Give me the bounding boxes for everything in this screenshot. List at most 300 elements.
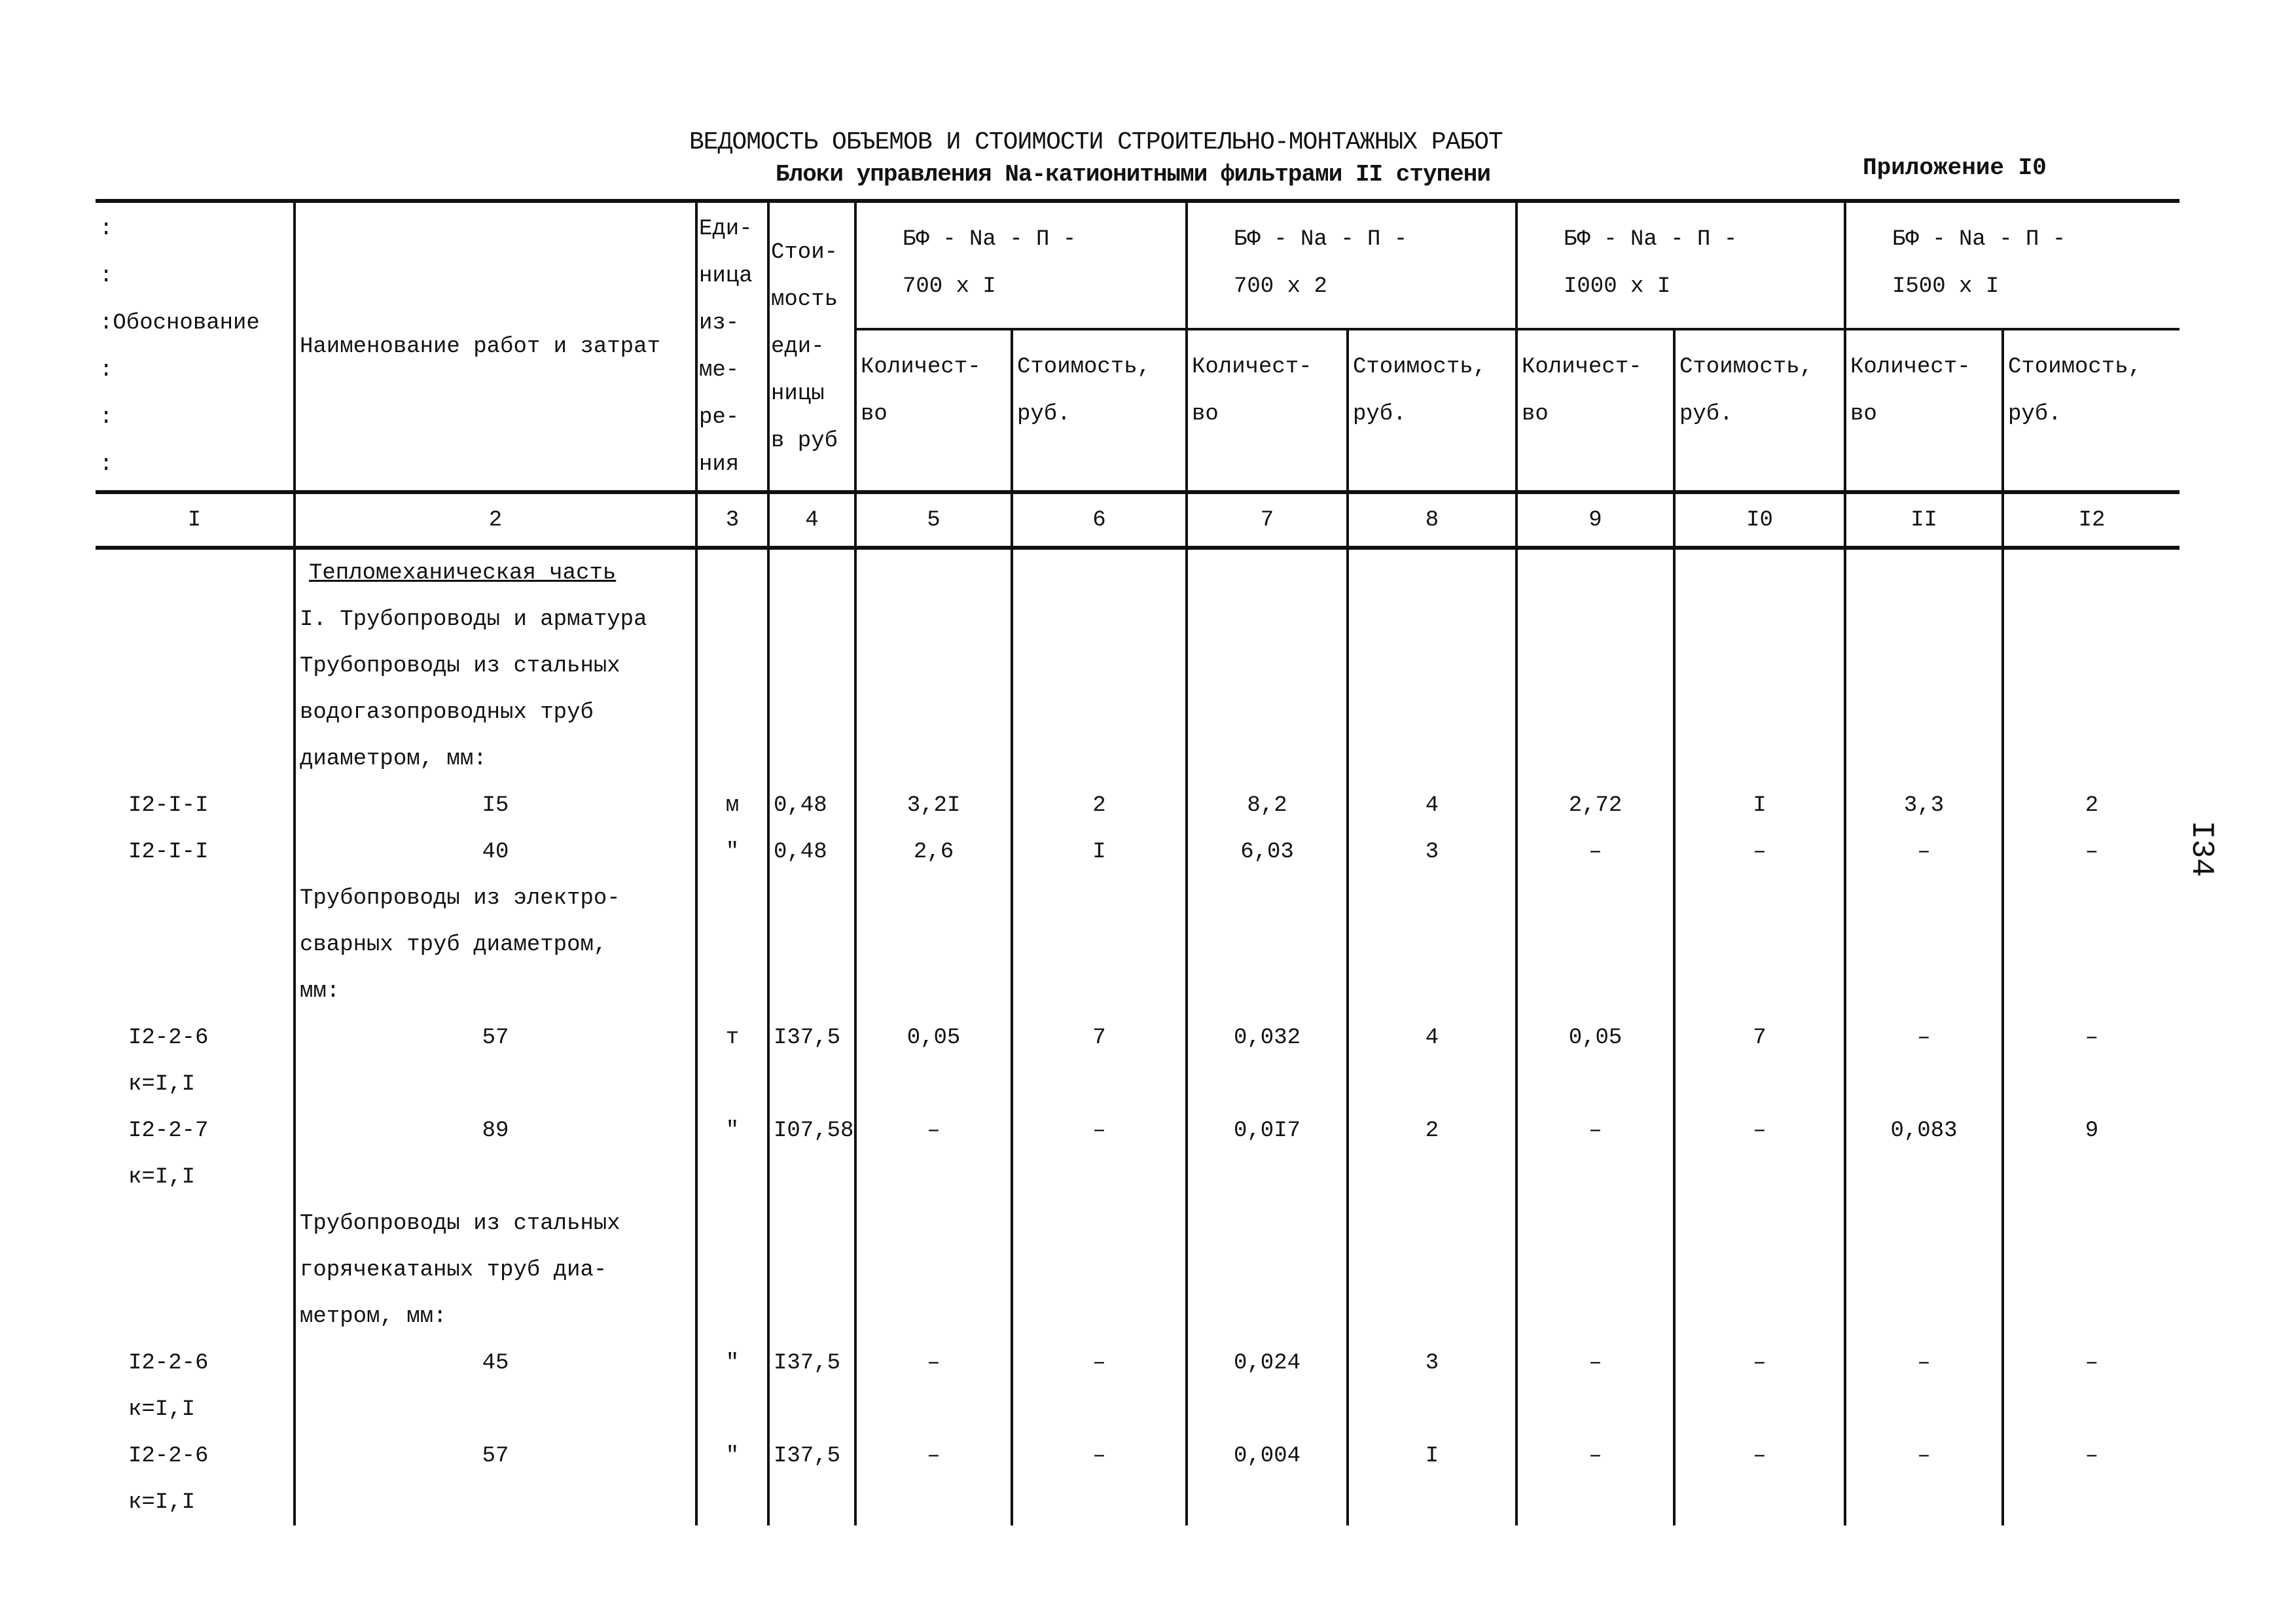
table-cell: диаметром, мм: bbox=[295, 736, 696, 782]
table-cell bbox=[1674, 1247, 1845, 1293]
column-number: 6 bbox=[1012, 492, 1187, 548]
page-number: I34 bbox=[2183, 820, 2219, 878]
header-unit-line: Еди- bbox=[699, 216, 753, 241]
table-cell: I bbox=[1348, 1433, 1516, 1479]
table-cell bbox=[855, 1386, 1012, 1433]
header-unit-line: ре- bbox=[699, 404, 740, 430]
table-cell: " bbox=[696, 829, 768, 875]
table-cell bbox=[855, 1061, 1012, 1107]
table-cell bbox=[1674, 968, 1845, 1014]
table-cell bbox=[1012, 968, 1187, 1014]
table-cell bbox=[696, 875, 768, 921]
table-cell bbox=[768, 548, 855, 596]
table-cell bbox=[1674, 1479, 1845, 1525]
table-cell: водогазопроводных труб bbox=[295, 689, 696, 736]
table-cell bbox=[2003, 736, 2179, 782]
table-cell: – bbox=[2003, 1014, 2179, 1061]
table-cell: 0,004 bbox=[1187, 1433, 1348, 1479]
header-unit-line: ница bbox=[699, 263, 753, 289]
table-cell: 7 bbox=[1012, 1014, 1187, 1061]
table-cell: к=I,I bbox=[128, 1164, 196, 1190]
table-cell bbox=[1187, 643, 1348, 689]
table-cell: 0,0I7 bbox=[1187, 1107, 1348, 1154]
table-row bbox=[96, 1014, 2179, 1061]
table-cell bbox=[2003, 689, 2179, 736]
table-cell bbox=[696, 548, 768, 596]
header-group-3: БФ - Na - П - I000 x I bbox=[1516, 201, 1845, 329]
table-cell: 0,05 bbox=[1516, 1014, 1674, 1061]
table-cell: – bbox=[1516, 1433, 1674, 1479]
table-cell: I2-2-7 bbox=[128, 1118, 209, 1143]
header-unit-cost-line: ницы bbox=[771, 381, 825, 406]
table-cell bbox=[768, 1293, 855, 1340]
table-cell bbox=[1845, 1293, 2003, 1340]
header-unit-cost-line: Стои- bbox=[771, 240, 838, 265]
table-cell bbox=[1845, 1154, 2003, 1200]
table-cell: – bbox=[1674, 1340, 1845, 1386]
table-cell: 57 bbox=[295, 1433, 696, 1479]
table-cell bbox=[768, 921, 855, 968]
table-cell: – bbox=[1845, 1340, 2003, 1386]
section-heading: Тепломеханическая часть bbox=[295, 548, 696, 596]
table-cell bbox=[1348, 1479, 1516, 1525]
table-cell bbox=[1187, 548, 1348, 596]
table-cell: 2,6 bbox=[855, 829, 1012, 875]
table-cell bbox=[1187, 1247, 1348, 1293]
table-cell: I2-2-6 bbox=[128, 1443, 209, 1469]
header-unit-line: ме- bbox=[699, 357, 740, 383]
table-cell bbox=[1012, 1247, 1187, 1293]
table-cell bbox=[1845, 1247, 2003, 1293]
table-cell bbox=[1516, 1200, 1674, 1247]
works-cost-table bbox=[96, 199, 2179, 1525]
table-cell bbox=[1348, 548, 1516, 596]
table-cell bbox=[2003, 643, 2179, 689]
table-cell bbox=[1348, 921, 1516, 968]
table-cell: 45 bbox=[295, 1340, 696, 1386]
table-cell bbox=[1348, 875, 1516, 921]
table-cell bbox=[696, 689, 768, 736]
table-cell bbox=[855, 875, 1012, 921]
table-cell: – bbox=[1012, 1107, 1187, 1154]
table-cell bbox=[1012, 1200, 1187, 1247]
table-cell bbox=[1012, 921, 1187, 968]
table-cell: 2 bbox=[1012, 782, 1187, 829]
table-cell bbox=[1516, 1479, 1674, 1525]
table-cell bbox=[1012, 548, 1187, 596]
table-cell bbox=[1516, 548, 1674, 596]
table-cell bbox=[768, 736, 855, 782]
table-cell: 0,024 bbox=[1187, 1340, 1348, 1386]
table-cell bbox=[1187, 1154, 1348, 1200]
column-number: 5 bbox=[855, 492, 1012, 548]
table-cell: горячекатаных труб диа- bbox=[295, 1247, 696, 1293]
table-cell bbox=[855, 968, 1012, 1014]
table-cell: т bbox=[696, 1014, 768, 1061]
table-cell bbox=[768, 689, 855, 736]
table-cell bbox=[1674, 1386, 1845, 1433]
table-cell bbox=[1012, 1061, 1187, 1107]
table-cell: I37,5 bbox=[768, 1340, 855, 1386]
table-cell bbox=[1012, 1479, 1187, 1525]
table-cell: 9 bbox=[2003, 1107, 2179, 1154]
table-cell bbox=[1674, 1200, 1845, 1247]
table-cell bbox=[1674, 548, 1845, 596]
table-cell bbox=[96, 921, 295, 968]
table-cell bbox=[1187, 596, 1348, 643]
table-cell: I37,5 bbox=[768, 1433, 855, 1479]
header-qty-1: Количест- во bbox=[855, 329, 1012, 492]
table-cell: I2-2-6 bbox=[128, 1025, 209, 1050]
column-number: I0 bbox=[1674, 492, 1845, 548]
table-cell bbox=[768, 968, 855, 1014]
table-cell: 0,083 bbox=[1845, 1107, 2003, 1154]
table-cell: I2-2-6 bbox=[128, 1350, 209, 1376]
header-cost-1: Стоимость, руб. bbox=[1012, 329, 1187, 492]
table-cell bbox=[696, 643, 768, 689]
table-cell bbox=[295, 1061, 696, 1107]
table-cell bbox=[1845, 968, 2003, 1014]
table-text-row bbox=[96, 643, 2179, 689]
column-number: 8 bbox=[1348, 492, 1516, 548]
table-cell: I5 bbox=[295, 782, 696, 829]
table-text-row bbox=[96, 1200, 2179, 1247]
table-cell bbox=[1348, 1386, 1516, 1433]
table-text-row bbox=[96, 736, 2179, 782]
table-cell bbox=[1674, 596, 1845, 643]
table-cell: 3 bbox=[1348, 1340, 1516, 1386]
table-cell bbox=[855, 736, 1012, 782]
header-qty-3: Количест- во bbox=[1516, 329, 1674, 492]
table-cell bbox=[2003, 1386, 2179, 1433]
table-cell: Трубопроводы из стальных bbox=[295, 1200, 696, 1247]
table-cell: – bbox=[855, 1340, 1012, 1386]
column-number: II bbox=[1845, 492, 2003, 548]
header-unit-line: из- bbox=[699, 310, 740, 336]
table-cell bbox=[2003, 1479, 2179, 1525]
table-cell bbox=[696, 1479, 768, 1525]
table-cell: I2-I-I bbox=[128, 839, 209, 865]
table-cell: " bbox=[696, 1107, 768, 1154]
table-cell bbox=[1187, 1479, 1348, 1525]
table-cell: " bbox=[696, 1340, 768, 1386]
table-cell bbox=[2003, 1293, 2179, 1340]
header-group-2: БФ - Na - П - 700 x 2 bbox=[1187, 201, 1516, 329]
table-cell: – bbox=[855, 1107, 1012, 1154]
table-cell: 0,48 bbox=[768, 782, 855, 829]
table-cell: 3,3 bbox=[1845, 782, 2003, 829]
header-unit bbox=[696, 201, 768, 492]
table-cell bbox=[1516, 875, 1674, 921]
table-cell: – bbox=[1516, 829, 1674, 875]
table-cell bbox=[1845, 921, 2003, 968]
table-cell: I37,5 bbox=[768, 1014, 855, 1061]
table-cell bbox=[1674, 1061, 1845, 1107]
table-cell bbox=[1845, 1200, 2003, 1247]
table-cell: 0,48 bbox=[768, 829, 855, 875]
table-text-row bbox=[96, 1247, 2179, 1293]
table-cell: 7 bbox=[1674, 1014, 1845, 1061]
table-cell: – bbox=[1674, 1433, 1845, 1479]
table-cell: I bbox=[1012, 829, 1187, 875]
table-cell bbox=[696, 921, 768, 968]
table-cell bbox=[96, 643, 295, 689]
table-cell bbox=[1845, 736, 2003, 782]
table-cell bbox=[1348, 1154, 1516, 1200]
table-cell bbox=[1348, 643, 1516, 689]
table-row bbox=[96, 1433, 2179, 1479]
table-cell bbox=[1674, 736, 1845, 782]
table-cell: – bbox=[2003, 1340, 2179, 1386]
table-text-row bbox=[96, 689, 2179, 736]
column-number: 4 bbox=[768, 492, 855, 548]
table-cell bbox=[1348, 1061, 1516, 1107]
table-cell bbox=[855, 548, 1012, 596]
table-cell bbox=[295, 1154, 696, 1200]
table-cell bbox=[1845, 689, 2003, 736]
table-cell bbox=[96, 736, 295, 782]
table-cell bbox=[855, 921, 1012, 968]
table-cell bbox=[2003, 1154, 2179, 1200]
table-cell: к=I,I bbox=[128, 1489, 196, 1515]
header-qty-2: Количест- во bbox=[1187, 329, 1348, 492]
table-cell bbox=[1845, 548, 2003, 596]
table-cell bbox=[2003, 968, 2179, 1014]
table-cell bbox=[1674, 643, 1845, 689]
table-cell bbox=[1516, 1154, 1674, 1200]
table-cell bbox=[768, 1061, 855, 1107]
table-cell: сварных труб диаметром, bbox=[295, 921, 696, 968]
table-cell bbox=[696, 1293, 768, 1340]
table-row bbox=[96, 1340, 2179, 1386]
table-cell: – bbox=[2003, 1433, 2179, 1479]
table-cell bbox=[1012, 1386, 1187, 1433]
table-cell bbox=[1516, 596, 1674, 643]
table-cell bbox=[96, 548, 295, 596]
column-number: 2 bbox=[295, 492, 696, 548]
table-cell: 89 bbox=[295, 1107, 696, 1154]
table-cell bbox=[855, 1154, 1012, 1200]
table-cell: м bbox=[696, 782, 768, 829]
table-cell bbox=[1187, 1061, 1348, 1107]
table-cell bbox=[1516, 1293, 1674, 1340]
table-cell bbox=[1674, 689, 1845, 736]
table-cell bbox=[1187, 689, 1348, 736]
table-cell bbox=[2003, 1200, 2179, 1247]
header-unit-cost-line: мость bbox=[771, 287, 838, 312]
table-cell bbox=[1516, 689, 1674, 736]
header-cost-4: Стоимость, руб. bbox=[2003, 329, 2179, 492]
table-cell bbox=[96, 596, 295, 643]
table-cell: – bbox=[1516, 1107, 1674, 1154]
document-title: ВЕДОМОСТЬ ОБЪЕМОВ И СТОИМОСТИ СТРОИТЕЛЬНО-МОНТАЖНЫХ РАБОТ bbox=[689, 128, 1503, 156]
table-cell: – bbox=[1516, 1340, 1674, 1386]
header-unit-cost bbox=[768, 201, 855, 492]
table-cell: 4 bbox=[1348, 782, 1516, 829]
table-cell: 57 bbox=[295, 1014, 696, 1061]
table-cell bbox=[1187, 736, 1348, 782]
table-cell: метром, мм: bbox=[295, 1293, 696, 1340]
table-cell bbox=[1516, 1247, 1674, 1293]
header-unit-cost-line: еди- bbox=[771, 334, 825, 359]
column-number: I2 bbox=[2003, 492, 2179, 548]
header-unit-cost-line: в руб bbox=[771, 428, 838, 454]
header-group-4: БФ - Na - П - I500 x I bbox=[1845, 201, 2179, 329]
table-cell bbox=[855, 1247, 1012, 1293]
table-cell bbox=[1516, 968, 1674, 1014]
table-row bbox=[96, 1107, 2179, 1154]
table-cell: 4 bbox=[1348, 1014, 1516, 1061]
table-cell: Трубопроводы из стальных bbox=[295, 643, 696, 689]
table-cell: 3,2I bbox=[855, 782, 1012, 829]
header-cost-3: Стоимость, руб. bbox=[1674, 329, 1845, 492]
table-cell: I07,58 bbox=[768, 1107, 855, 1154]
table-cell bbox=[2003, 548, 2179, 596]
table-text-row bbox=[96, 1154, 2179, 1200]
table-text-row bbox=[96, 921, 2179, 968]
table-cell: 0,05 bbox=[855, 1014, 1012, 1061]
table-text-row bbox=[96, 548, 2179, 596]
table-cell bbox=[855, 1479, 1012, 1525]
table-cell bbox=[696, 1154, 768, 1200]
table-cell: " bbox=[696, 1433, 768, 1479]
table-cell bbox=[1187, 921, 1348, 968]
table-cell bbox=[696, 1386, 768, 1433]
table-cell: 3 bbox=[1348, 829, 1516, 875]
table-cell: 2,72 bbox=[1516, 782, 1674, 829]
header-unit-line: ния bbox=[699, 452, 740, 477]
table-text-row bbox=[96, 968, 2179, 1014]
table-cell bbox=[855, 643, 1012, 689]
table-cell: 2 bbox=[2003, 782, 2179, 829]
table-text-row bbox=[96, 1479, 2179, 1525]
table-cell: 2 bbox=[1348, 1107, 1516, 1154]
table-cell bbox=[768, 1386, 855, 1433]
table-cell bbox=[855, 689, 1012, 736]
table-cell: 40 bbox=[295, 829, 696, 875]
table-cell bbox=[1845, 596, 2003, 643]
table-cell bbox=[696, 736, 768, 782]
table-cell: – bbox=[1674, 829, 1845, 875]
table-cell bbox=[768, 1479, 855, 1525]
table-row bbox=[96, 782, 2179, 829]
table-cell bbox=[1845, 1061, 2003, 1107]
table-cell: I bbox=[1674, 782, 1845, 829]
table-cell: 6,03 bbox=[1187, 829, 1348, 875]
table-cell bbox=[1187, 1386, 1348, 1433]
table-cell bbox=[96, 1247, 295, 1293]
table-cell bbox=[295, 1479, 696, 1525]
table-cell bbox=[1348, 596, 1516, 643]
table-cell bbox=[2003, 1061, 2179, 1107]
table-cell bbox=[96, 1200, 295, 1247]
table-cell: – bbox=[1845, 1433, 2003, 1479]
table-cell bbox=[1348, 1247, 1516, 1293]
column-number: I bbox=[96, 492, 295, 548]
header-qty-4: Количест- во bbox=[1845, 329, 2003, 492]
table-cell: – bbox=[1845, 829, 2003, 875]
table-cell bbox=[1674, 875, 1845, 921]
table-cell bbox=[1012, 643, 1187, 689]
table-cell: к=I,I bbox=[128, 1071, 196, 1097]
table-cell: I. Трубопроводы и арматура bbox=[295, 596, 696, 643]
table-cell bbox=[1516, 921, 1674, 968]
table-cell bbox=[1674, 1154, 1845, 1200]
table-cell bbox=[1845, 1479, 2003, 1525]
table-cell bbox=[1516, 1386, 1674, 1433]
header-group-1: БФ - Na - П - 700 x I bbox=[855, 201, 1187, 329]
table-cell bbox=[696, 596, 768, 643]
table-text-row bbox=[96, 1293, 2179, 1340]
table-text-row bbox=[96, 1386, 2179, 1433]
table-cell bbox=[2003, 921, 2179, 968]
appendix-label: Приложение I0 bbox=[1863, 154, 2047, 181]
table-cell bbox=[96, 1293, 295, 1340]
column-number: 7 bbox=[1187, 492, 1348, 548]
table-cell bbox=[2003, 875, 2179, 921]
table-cell: мм: bbox=[295, 968, 696, 1014]
table-text-row bbox=[96, 875, 2179, 921]
table-cell bbox=[1516, 1061, 1674, 1107]
table-cell: – bbox=[1012, 1340, 1187, 1386]
table-cell bbox=[855, 1293, 1012, 1340]
table-cell bbox=[1012, 736, 1187, 782]
table-cell: к=I,I bbox=[128, 1397, 196, 1422]
table-cell bbox=[696, 1247, 768, 1293]
table-cell bbox=[1348, 968, 1516, 1014]
table-cell bbox=[1187, 968, 1348, 1014]
table-text-row bbox=[96, 596, 2179, 643]
table-cell bbox=[855, 1200, 1012, 1247]
table-cell: 8,2 bbox=[1187, 782, 1348, 829]
table-text-row bbox=[96, 1061, 2179, 1107]
table-cell bbox=[1187, 875, 1348, 921]
table-cell bbox=[2003, 596, 2179, 643]
table-cell bbox=[96, 968, 295, 1014]
header-name: Наименование работ и затрат bbox=[295, 201, 696, 492]
table-cell: – bbox=[855, 1433, 1012, 1479]
header-cost-2: Стоимость, руб. bbox=[1348, 329, 1516, 492]
table-cell bbox=[768, 1154, 855, 1200]
table-cell bbox=[1012, 689, 1187, 736]
table-cell bbox=[1845, 643, 2003, 689]
table-cell bbox=[1187, 1200, 1348, 1247]
table-cell bbox=[1012, 1154, 1187, 1200]
table-cell bbox=[696, 1200, 768, 1247]
table-cell: Трубопроводы из электро- bbox=[295, 875, 696, 921]
table-cell bbox=[1348, 1293, 1516, 1340]
header-basis: : : :Обоснование : : : bbox=[96, 201, 295, 492]
table-cell bbox=[768, 1247, 855, 1293]
table-cell bbox=[1012, 875, 1187, 921]
table-cell: – bbox=[1012, 1433, 1187, 1479]
table-cell bbox=[1516, 736, 1674, 782]
table-cell bbox=[1348, 689, 1516, 736]
table-cell: – bbox=[1845, 1014, 2003, 1061]
document-subtitle: Блоки управления Na-катионитными фильтрами II ступени bbox=[776, 161, 1490, 188]
table-cell bbox=[1845, 875, 2003, 921]
table-cell bbox=[1012, 1293, 1187, 1340]
column-number: 9 bbox=[1516, 492, 1674, 548]
column-number: 3 bbox=[696, 492, 768, 548]
table-cell bbox=[696, 1061, 768, 1107]
table-cell bbox=[1516, 643, 1674, 689]
table-cell: I2-I-I bbox=[128, 793, 209, 818]
table-cell bbox=[768, 643, 855, 689]
table-cell bbox=[1674, 1293, 1845, 1340]
table-cell bbox=[696, 968, 768, 1014]
table-cell bbox=[1348, 1200, 1516, 1247]
